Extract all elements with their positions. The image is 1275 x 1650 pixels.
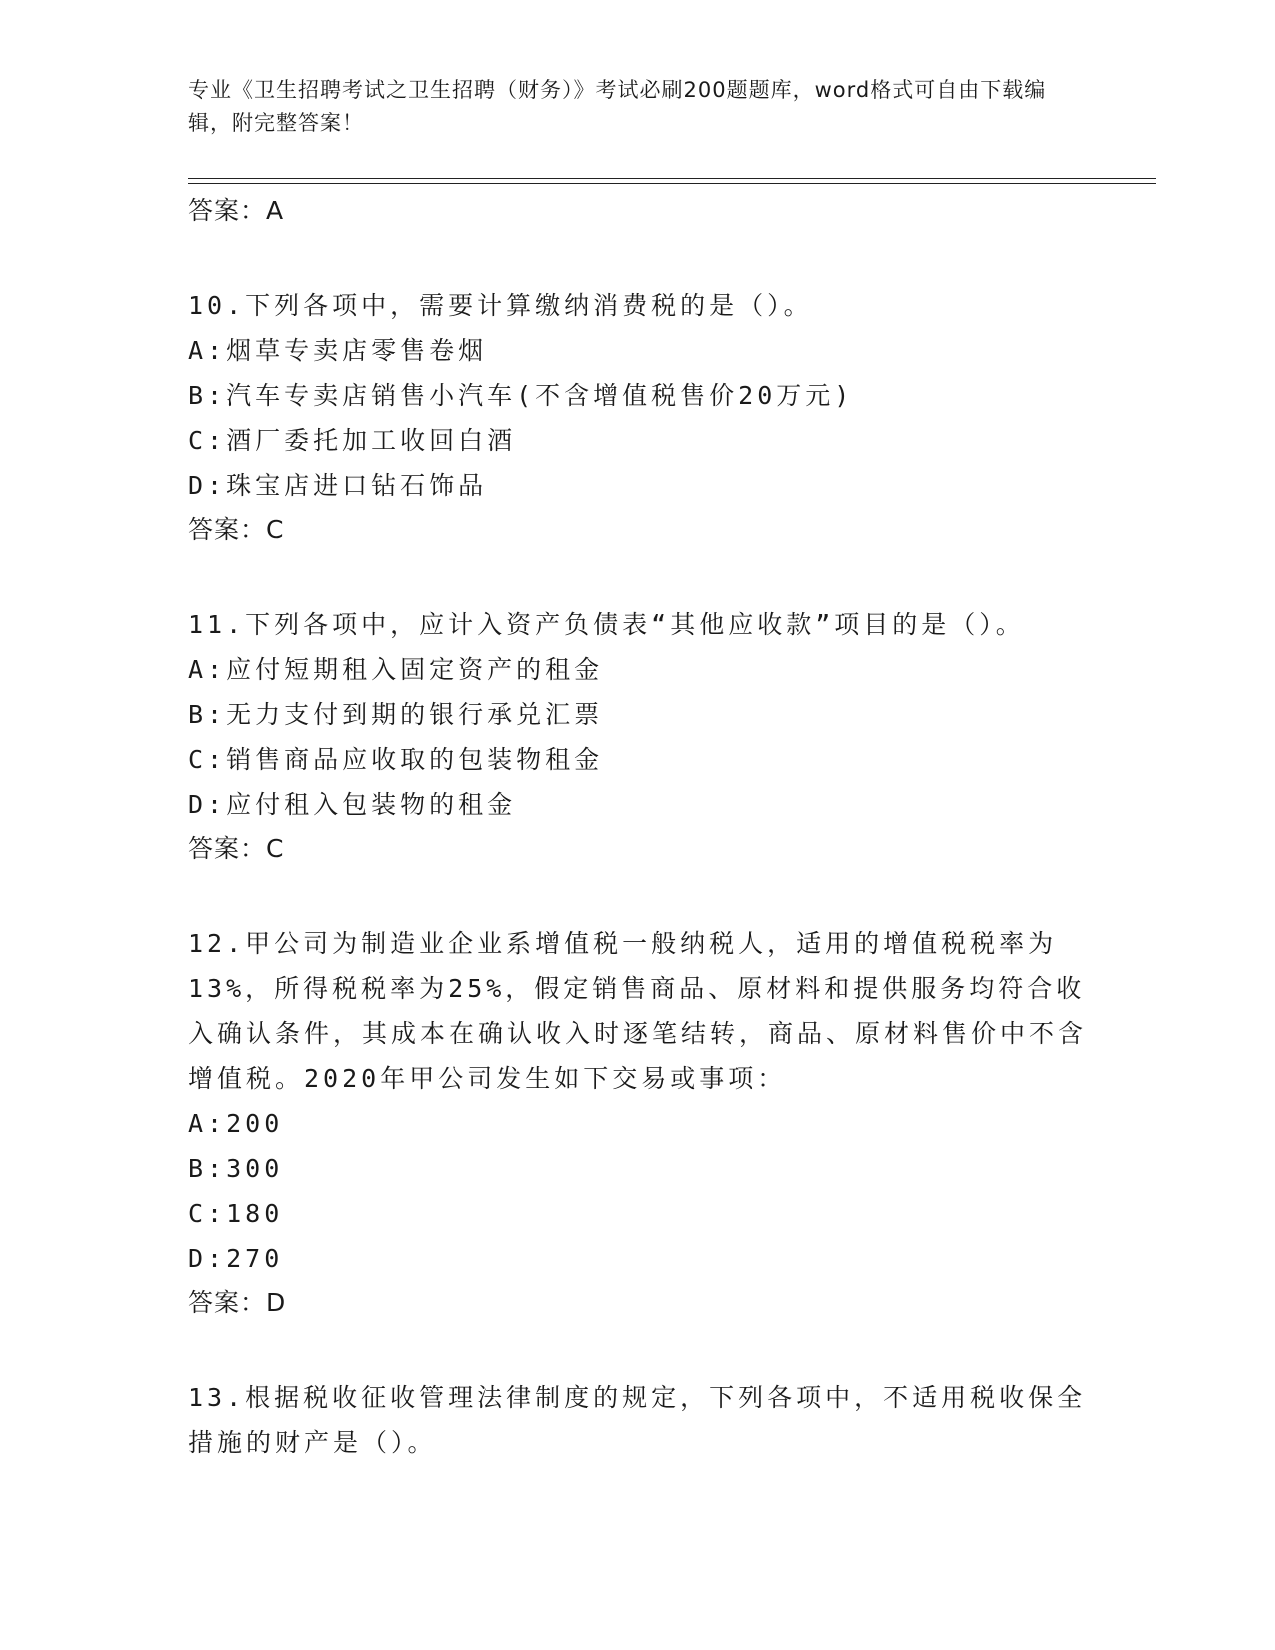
header-double-rule (188, 178, 1156, 184)
answer-line: 答案：A (188, 196, 285, 225)
answer-line: 答案：D (188, 1288, 287, 1317)
answer-line: 答案：C (188, 515, 285, 544)
question-block (188, 283, 1088, 552)
question-stem: 11.下列各项中，应计入资产负债表“其他应收款”项目的是（）。 (188, 610, 1025, 639)
option-d: D:应付租入包装物的租金 (188, 790, 517, 819)
document-body (188, 189, 1088, 1465)
option-c: C:销售商品应收取的包装物租金 (188, 745, 604, 774)
option-a: A:应付短期租入固定资产的租金 (188, 655, 604, 684)
question-block (188, 602, 1088, 871)
option-a: A:烟草专卖店零售卷烟 (188, 336, 488, 365)
question-stem: 10.下列各项中，需要计算缴纳消费税的是（）。 (188, 291, 813, 320)
option-b: B:汽车专卖店销售小汽车(不含增值税售价20万元) (188, 381, 854, 410)
option-d: D:270 (188, 1244, 284, 1273)
option-b: B:300 (188, 1154, 284, 1183)
document-header: 专业《卫生招聘考试之卫生招聘（财务）》考试必刷200题题库，word格式可自由下载编辑，附完整答案！ (188, 78, 1047, 135)
option-d: D:珠宝店进口钻石饰品 (188, 471, 488, 500)
option-a: A:200 (188, 1109, 284, 1138)
question-block (188, 1375, 1088, 1465)
option-c: C:180 (188, 1199, 284, 1228)
option-c: C:酒厂委托加工收回白酒 (188, 426, 517, 455)
question-stem: 13.根据税收征收管理法律制度的规定，下列各项中，不适用税收保全措施的财产是（）。 (188, 1383, 1087, 1457)
option-b: B:无力支付到期的银行承兑汇票 (188, 700, 604, 729)
answer-line: 答案：C (188, 834, 285, 863)
question-stem: 12.甲公司为制造业企业系增值税一般纳税人，适用的增值税税率为13%，所得税税率为25%，假定销售商品、原材料和提供服务均符合收入确认条件，其成本在确认收入时逐笔结转，商品、原材料售价中不含增值税。2020年甲公司发生如下交易或事项： (188, 929, 1088, 1093)
question-block (188, 921, 1088, 1325)
